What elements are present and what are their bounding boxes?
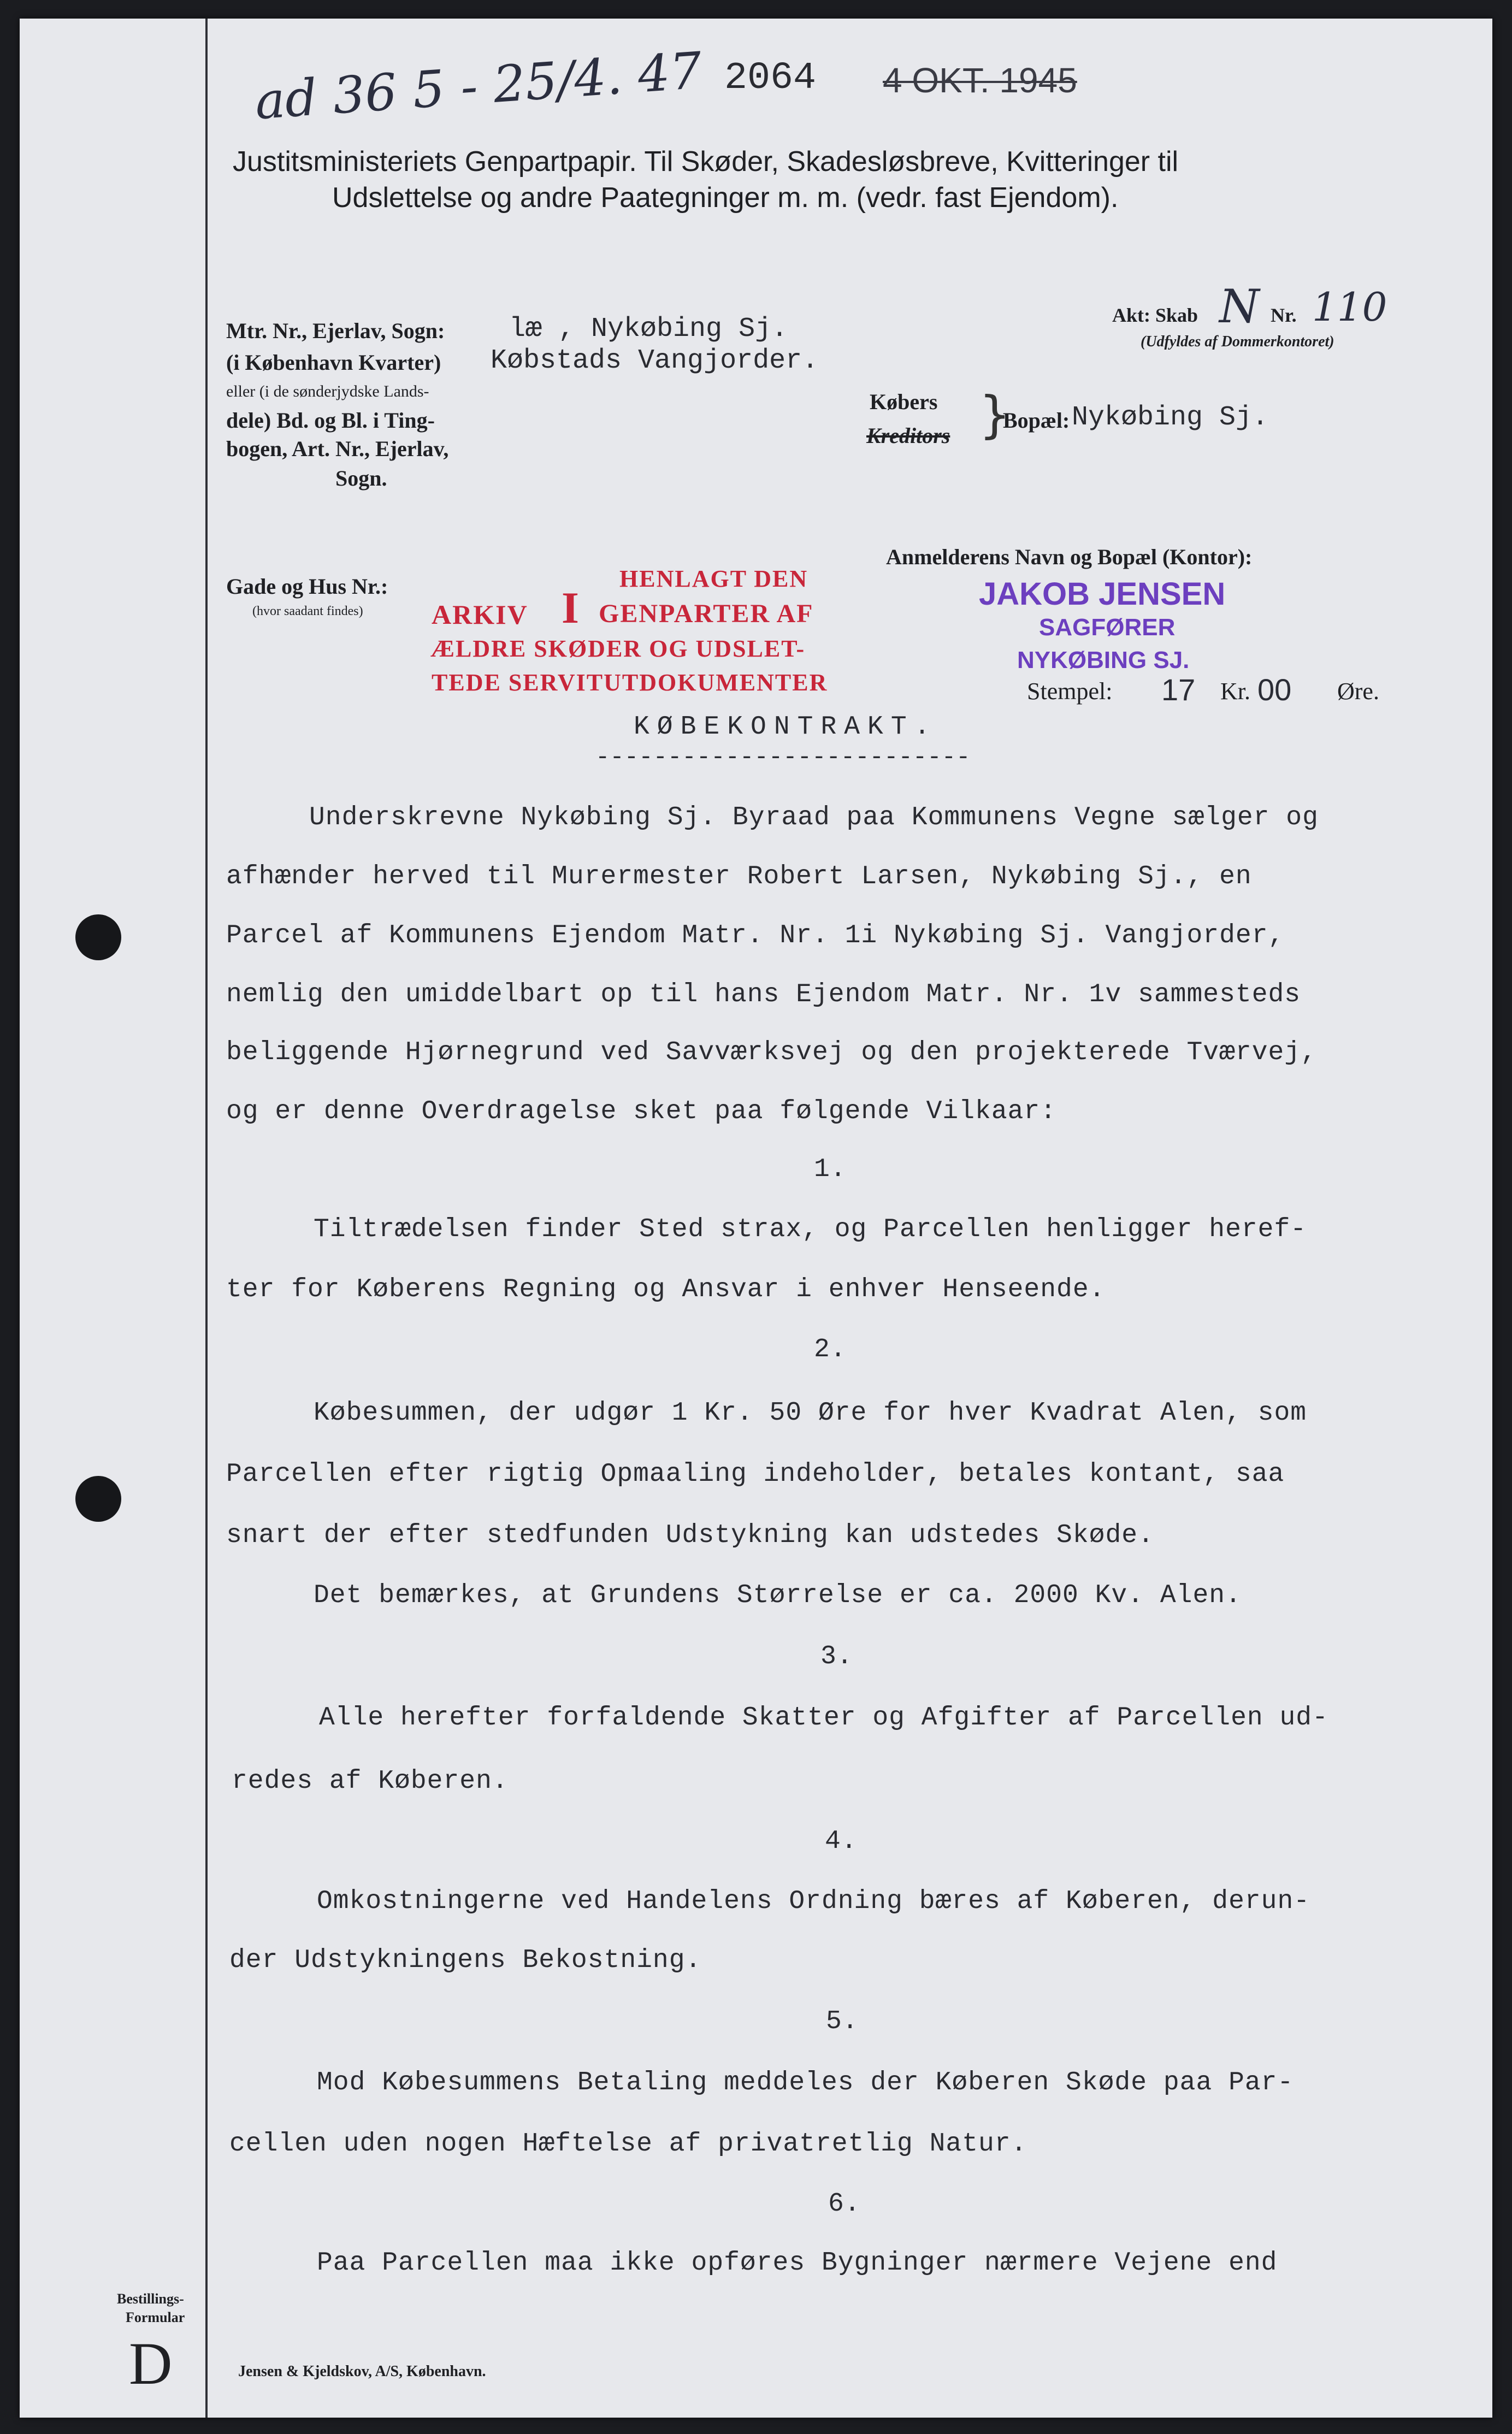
contract-heading: KØBEKONTRAKT. bbox=[634, 712, 938, 742]
mtr-value: læ , Nykøbing Sj. bbox=[509, 314, 788, 345]
section-line: ter for Køberens Regning og Ansvar i enhver Henseende. bbox=[226, 1275, 1106, 1304]
kvarter-label: (i København Kvarter) bbox=[226, 350, 441, 375]
sogn-label: Sogn. bbox=[335, 466, 387, 491]
section-number: 4. bbox=[825, 1827, 858, 1856]
section-number: 3. bbox=[820, 1642, 853, 1671]
bopael-label: Bopæl: bbox=[1003, 408, 1070, 433]
sonderjydske-label: eller (i de sønderjydske Lands- bbox=[226, 382, 429, 400]
section-number: 6. bbox=[828, 2189, 861, 2219]
gade-label: Gade og Hus Nr.: bbox=[226, 574, 388, 599]
kobers-label: Købers bbox=[870, 389, 938, 414]
section-line: Alle herefter forfaldende Skatter og Afgifter af Parcellen ud- bbox=[319, 1703, 1328, 1733]
archive-stamp-roman: I bbox=[562, 583, 580, 633]
intro-line: Underskrevne Nykøbing Sj. Byraad paa Kommunens Vegne sælger og bbox=[309, 803, 1319, 832]
section-line: Parcellen efter rigtig Opmaaling indeholder, betales kontant, saa bbox=[226, 1460, 1285, 1489]
punch-hole bbox=[75, 1476, 121, 1522]
anmelder-label: Anmelderens Navn og Bopæl (Kontor): bbox=[886, 545, 1253, 569]
lawyer-city: NYKØBING SJ. bbox=[1017, 647, 1190, 674]
form-letter: D bbox=[129, 2330, 173, 2397]
stempel-label: Stempel: bbox=[1027, 678, 1113, 705]
archive-stamp-line-1: HENLAGT DEN bbox=[619, 565, 808, 592]
akt-skab-label: Akt: Skab bbox=[1112, 304, 1198, 326]
akt-note: (Udfyldes af Dommerkontoret) bbox=[1141, 333, 1334, 350]
handwritten-annotation: ad 36 5 - 25/4. 47 bbox=[253, 41, 704, 131]
akt-nr-label: Nr. bbox=[1271, 304, 1297, 326]
archive-stamp-line-3: ÆLDRE SKØDER OG UDSLET- bbox=[430, 635, 806, 662]
document-page bbox=[20, 19, 1492, 2418]
intro-line: afhænder herved til Murermester Robert Larsen, Nykøbing Sj., en bbox=[226, 862, 1252, 891]
bopael-value: Nykøbing Sj. bbox=[1072, 402, 1269, 433]
section-line: Købesummen, der udgør 1 Kr. 50 Øre for hver Kvadrat Alen, som bbox=[314, 1398, 1307, 1428]
stempel-ore-value: 00 bbox=[1257, 672, 1292, 707]
date-stamp: 4 OKT. 1945 bbox=[883, 61, 1077, 100]
printer-imprint: Jensen & Kjeldskov, A/S, København. bbox=[238, 2363, 486, 2380]
formular-label: Formular bbox=[126, 2309, 185, 2325]
akt-skab-value: N bbox=[1219, 280, 1260, 333]
archive-stamp-genparter: GENPARTER AF bbox=[599, 599, 814, 628]
akt-nr-value: 110 bbox=[1312, 284, 1387, 330]
margin-rule bbox=[205, 19, 208, 2418]
tingbog-label: dele) Bd. og Bl. i Ting- bbox=[226, 408, 435, 433]
section-line: der Udstykningens Bekostning. bbox=[229, 1946, 702, 1975]
gade-note: (hvor saadant findes) bbox=[252, 604, 363, 618]
stempel-kr-value: 17 bbox=[1161, 672, 1196, 707]
kvarter-value: Købstads Vangjorder. bbox=[491, 345, 819, 376]
intro-line: Parcel af Kommunens Ejendom Matr. Nr. 1i Nykøbing Sj. Vangjorder, bbox=[226, 921, 1285, 950]
kr-label: Kr. bbox=[1220, 678, 1250, 705]
art-label: bogen, Art. Nr., Ejerlav, bbox=[226, 436, 449, 461]
mtr-label: Mtr. Nr., Ejerlav, Sogn: bbox=[226, 318, 445, 343]
intro-line: nemlig den umiddelbart op til hans Ejendom Matr. Nr. 1v sammesteds bbox=[226, 980, 1301, 1009]
form-title-line-2: Udslettelse og andre Paategninger m. m. (vedr. fast Ejendom). bbox=[332, 182, 1119, 214]
intro-line: og er denne Overdragelse sket paa følgende Vilkaar: bbox=[226, 1097, 1057, 1126]
section-line: Mod Købesummens Betaling meddeles der Køberen Skøde paa Par- bbox=[317, 2068, 1294, 2098]
punch-hole bbox=[75, 914, 121, 960]
lawyer-title: SAGFØRER bbox=[1039, 614, 1176, 641]
section-line: Omkostningerne ved Handelens Ordning bæres af Køberen, derun- bbox=[317, 1887, 1310, 1916]
section-number: 1. bbox=[814, 1155, 847, 1184]
section-line: redes af Køberen. bbox=[232, 1767, 509, 1796]
archive-stamp-line-4: TEDE SERVITUTDOKUMENTER bbox=[432, 669, 828, 696]
bestillings-label: Bestillings- bbox=[117, 2291, 184, 2307]
intro-line: beliggende Hjørnegrund ved Savværksvej og den projekterede Tværvej, bbox=[226, 1038, 1317, 1067]
kreditors-label: Kreditors bbox=[866, 423, 950, 448]
section-line: Tiltrædelsen finder Sted strax, og Parcellen henligger heref- bbox=[314, 1215, 1307, 1244]
section-line: Paa Parcellen maa ikke opføres Bygninger nærmere Vejene end bbox=[317, 2248, 1278, 2278]
heading-divider: -------------------------- bbox=[595, 744, 971, 771]
section-line: snart der efter stedfunden Udstykning kan udstedes Skøde. bbox=[226, 1521, 1154, 1550]
form-title-line-1: Justitsministeriets Genpartpapir. Til Skøder, Skadesløsbreve, Kvitteringer til bbox=[233, 146, 1179, 178]
section-line: Det bemærkes, at Grundens Størrelse er ca. 2000 Kv. Alen. bbox=[314, 1581, 1242, 1610]
section-number: 2. bbox=[814, 1335, 847, 1364]
brace: } bbox=[979, 386, 1011, 444]
lawyer-name: JAKOB JENSEN bbox=[979, 576, 1226, 612]
section-number: 5. bbox=[826, 2007, 859, 2036]
ore-label: Øre. bbox=[1337, 678, 1379, 705]
section-line: cellen uden nogen Hæftelse af privatretlig Natur. bbox=[229, 2129, 1027, 2159]
archive-stamp-arkiv: ARKIV bbox=[432, 599, 528, 630]
journal-number: 2064 bbox=[724, 57, 817, 100]
